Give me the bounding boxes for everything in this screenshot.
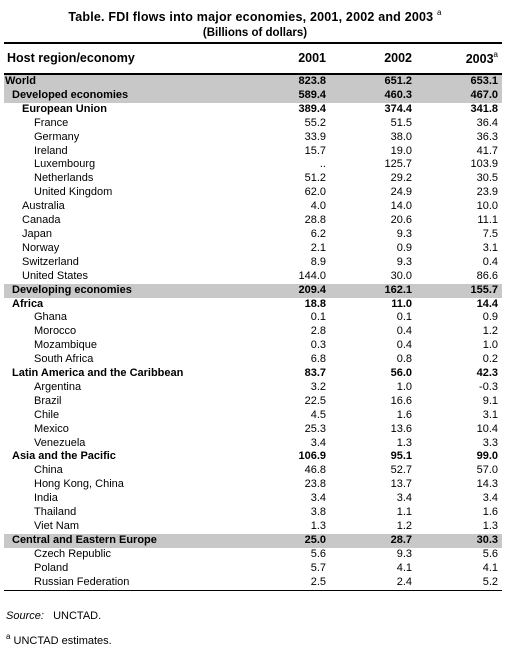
cell-region-name: Africa <box>12 297 44 310</box>
cell-2002: 95.1 <box>390 450 412 463</box>
cell-2002: 1.2 <box>396 520 412 532</box>
cell-2003: 41.7 <box>476 144 498 157</box>
cell-2001: 209.4 <box>244 284 330 298</box>
cell-2001: 8.9 <box>310 255 326 268</box>
cell-region-name: Canada <box>22 214 61 227</box>
cell-region-name: Czech Republic <box>34 547 112 560</box>
cell-region-name: Luxembourg <box>34 158 96 171</box>
cell-2003: 57.0 <box>476 464 498 477</box>
table-title-text: Table. FDI flows into major economies, 2001, 2002 and 2003 <box>68 10 434 24</box>
cell-2001: 3.4 <box>310 492 326 505</box>
cell-2001: 83.7 <box>304 367 326 380</box>
cell-2003: 155.7 <box>416 284 502 298</box>
table-row <box>4 437 502 451</box>
cell-region-name: Switzerland <box>22 255 79 268</box>
table-row <box>4 214 502 228</box>
cell-region-name: Brazil <box>34 394 62 407</box>
header-2003-footnote-marker: a <box>493 50 498 59</box>
cell-2002: 162.1 <box>330 284 416 298</box>
table-row <box>4 492 502 506</box>
table-row <box>4 534 502 548</box>
table-row <box>4 74 502 89</box>
cell-2003: 0.2 <box>482 353 498 366</box>
table-row <box>4 339 502 353</box>
cell-region-name: Central and Eastern Europe <box>4 534 244 548</box>
cell-2002: 28.7 <box>330 534 416 548</box>
cell-2003: 86.6 <box>476 269 498 282</box>
cell-2001: 3.8 <box>310 506 326 519</box>
cell-2002: 125.7 <box>384 158 412 171</box>
cell-2003: 341.8 <box>470 102 498 115</box>
cell-2003: 1.0 <box>482 339 498 352</box>
cell-2003: 36.3 <box>476 130 498 143</box>
table-row <box>4 242 502 256</box>
cell-2002: 13.6 <box>390 422 412 435</box>
source-text: UNCTAD. <box>53 610 102 622</box>
cell-2003: -0.3 <box>479 380 498 393</box>
cell-2003: 3.3 <box>482 436 498 449</box>
cell-2003: 5.2 <box>416 576 502 590</box>
table-row <box>4 200 502 214</box>
table-row <box>4 395 502 409</box>
cell-2003: 0.4 <box>482 255 498 268</box>
cell-2001: 3.2 <box>310 380 326 393</box>
cell-region-name: United States <box>22 269 89 282</box>
cell-2002: 30.0 <box>390 269 412 282</box>
table-row <box>4 131 502 145</box>
cell-2001: 25.3 <box>304 422 326 435</box>
cell-2001: 5.7 <box>310 561 326 574</box>
cell-2003: 9.1 <box>482 394 498 407</box>
source-line <box>6 610 101 623</box>
cell-region-name: Mozambique <box>34 339 97 352</box>
table-row <box>4 284 502 298</box>
cell-region-name: Viet Nam <box>34 520 80 532</box>
cell-2001: 23.8 <box>304 478 326 491</box>
table-row <box>4 423 502 437</box>
cell-2002: 0.8 <box>396 353 412 366</box>
header-2001: 2001 <box>298 51 326 65</box>
cell-2001: 0.3 <box>310 339 326 352</box>
cell-2002: 1.6 <box>396 408 412 421</box>
header-host-region: Host region/economy <box>7 51 135 65</box>
cell-2003: 10.4 <box>476 422 498 435</box>
cell-2001: 4.5 <box>310 408 326 421</box>
cell-2002: 460.3 <box>330 89 416 103</box>
cell-2002: 0.4 <box>396 339 412 352</box>
table-row <box>4 298 502 312</box>
table-row <box>4 89 502 103</box>
table-row <box>4 186 502 200</box>
cell-2001: 5.6 <box>310 547 326 560</box>
cell-2002: 11.0 <box>391 297 412 310</box>
cell-2003: 10.0 <box>476 200 498 213</box>
cell-region-name: Japan <box>22 227 52 240</box>
table-row <box>4 506 502 520</box>
cell-region-name: World <box>4 74 244 89</box>
cell-2001: 6.2 <box>310 227 326 240</box>
cell-2001: 51.2 <box>304 172 326 185</box>
cell-region-name: Morocco <box>34 325 77 338</box>
cell-2002: 14.0 <box>390 200 412 213</box>
cell-2002: 9.3 <box>396 255 412 268</box>
cell-region-name: South Africa <box>34 353 94 366</box>
cell-2002: 9.3 <box>396 547 412 560</box>
table-row <box>4 548 502 562</box>
cell-2003: 42.3 <box>476 367 498 380</box>
cell-2002: 0.1 <box>396 311 412 324</box>
cell-2002: 0.4 <box>396 325 412 338</box>
cell-region-name: Latin America and the Caribbean <box>12 367 184 380</box>
cell-2002: 2.4 <box>330 576 416 590</box>
cell-2002: 16.6 <box>390 394 412 407</box>
table-row <box>4 270 502 284</box>
table-row <box>4 367 502 381</box>
table-row <box>4 464 502 478</box>
cell-2003: 0.9 <box>482 311 498 324</box>
cell-2001: 18.8 <box>304 297 326 310</box>
cell-2003: 1.6 <box>482 506 498 519</box>
cell-2003: 3.4 <box>482 492 498 505</box>
cell-region-name: Ghana <box>34 311 68 324</box>
cell-2001: 0.1 <box>310 311 326 324</box>
table-row <box>4 520 502 534</box>
cell-2001: 15.7 <box>304 144 326 157</box>
cell-2001: 144.0 <box>298 269 326 282</box>
table-row <box>4 562 502 576</box>
table-subtitle: (Billions of dollars) <box>202 27 308 39</box>
cell-2003: 103.9 <box>470 158 498 171</box>
footnote <box>6 630 112 648</box>
cell-2002: 1.1 <box>396 506 412 519</box>
header-2002: 2002 <box>384 51 412 65</box>
cell-region-name: Norway <box>22 241 60 254</box>
table-row <box>4 576 502 590</box>
cell-2003: 14.3 <box>476 478 498 491</box>
cell-region-name: France <box>34 116 69 129</box>
cell-2001: 3.4 <box>310 436 326 449</box>
cell-2001: 46.8 <box>304 464 326 477</box>
cell-2002: 3.4 <box>396 492 412 505</box>
cell-2002: 651.2 <box>330 74 416 89</box>
cell-region-name: European Union <box>22 102 107 115</box>
footnote-text: UNCTAD estimates. <box>13 635 112 647</box>
cell-region-name: Russian Federation <box>4 576 244 590</box>
cell-2002: 38.0 <box>390 130 412 143</box>
cell-2003: 3.1 <box>482 408 498 421</box>
table-row <box>4 172 502 186</box>
cell-2001: 22.5 <box>304 394 326 407</box>
title-footnote-marker: a <box>437 8 442 17</box>
cell-2001: 6.8 <box>310 353 326 366</box>
cell-2003: 7.5 <box>482 227 498 240</box>
cell-2003: 99.0 <box>476 450 498 463</box>
cell-region-name: India <box>34 492 58 505</box>
table-body <box>4 74 502 590</box>
table-row <box>4 381 502 395</box>
cell-2001: 2.5 <box>244 576 330 590</box>
cell-2003: 1.3 <box>482 520 498 532</box>
cell-2001: 62.0 <box>304 186 326 199</box>
cell-2002: 9.3 <box>396 227 412 240</box>
table-row <box>4 409 502 423</box>
table-row <box>4 450 502 464</box>
table-row <box>4 228 502 242</box>
cell-region-name: Developed economies <box>4 89 244 103</box>
table-row <box>4 256 502 270</box>
fdi-table <box>4 43 502 591</box>
cell-2002: 51.5 <box>390 116 412 129</box>
table-row <box>4 145 502 159</box>
table-row <box>4 478 502 492</box>
cell-region-name: Mexico <box>34 422 69 435</box>
cell-region-name: Thailand <box>34 506 77 519</box>
cell-2003: 3.1 <box>482 241 498 254</box>
cell-2003: 653.1 <box>416 74 502 89</box>
header-2003-label: 2003 <box>465 52 494 66</box>
cell-2002: 20.6 <box>390 214 412 227</box>
cell-2003: 4.1 <box>482 561 498 574</box>
cell-region-name: Venezuela <box>34 436 86 449</box>
cell-region-name: Poland <box>34 561 69 574</box>
cell-region-name: Chile <box>34 408 60 421</box>
footnote-marker: a <box>6 632 11 641</box>
cell-2003: 23.9 <box>476 186 498 199</box>
cell-2001: 55.2 <box>304 116 326 129</box>
table-row <box>4 311 502 325</box>
cell-2003: 11.1 <box>477 214 498 227</box>
cell-region-name: Australia <box>22 200 65 213</box>
cell-2002: 19.0 <box>390 144 412 157</box>
cell-region-name: Asia and the Pacific <box>12 450 116 463</box>
table-row <box>4 158 502 172</box>
header-2003 <box>416 43 502 74</box>
cell-2002: 13.7 <box>390 478 412 491</box>
cell-2002: 1.3 <box>396 436 412 449</box>
cell-2003: 467.0 <box>416 89 502 103</box>
cell-2003: 5.6 <box>482 547 498 560</box>
cell-region-name: Germany <box>34 130 80 143</box>
cell-2001: 1.3 <box>310 520 326 532</box>
cell-2002: 1.0 <box>396 380 412 393</box>
table-title <box>0 5 510 25</box>
table-row <box>4 117 502 131</box>
cell-2003: 30.3 <box>416 534 502 548</box>
cell-2001: 28.8 <box>304 214 326 227</box>
cell-2001: .. <box>319 158 326 171</box>
cell-2002: 52.7 <box>390 464 412 477</box>
cell-2002: 24.9 <box>390 186 412 199</box>
cell-2001: 823.8 <box>244 74 330 89</box>
cell-2001: 2.1 <box>310 241 326 254</box>
cell-2001: 106.9 <box>298 450 326 463</box>
cell-2003: 1.2 <box>482 325 498 338</box>
table-row <box>4 353 502 367</box>
cell-2001: 25.0 <box>244 534 330 548</box>
cell-region-name: China <box>34 464 63 477</box>
cell-2002: 374.4 <box>384 102 412 115</box>
cell-2001: 33.9 <box>304 130 326 143</box>
cell-2002: 29.2 <box>390 172 412 185</box>
cell-region-name: Developing economies <box>4 284 244 298</box>
table-row <box>4 103 502 117</box>
cell-2003: 14.4 <box>476 297 498 310</box>
cell-2001: 589.4 <box>244 89 330 103</box>
cell-region-name: United Kingdom <box>34 186 113 199</box>
table-row <box>4 325 502 339</box>
cell-region-name: Netherlands <box>34 172 94 185</box>
cell-2003: 30.5 <box>476 172 498 185</box>
cell-2002: 56.0 <box>390 367 412 380</box>
source-label: Source: <box>6 610 44 622</box>
cell-region-name: Ireland <box>34 144 68 157</box>
cell-2001: 4.0 <box>310 200 326 213</box>
cell-2001: 389.4 <box>298 102 326 115</box>
cell-region-name: Hong Kong, China <box>34 478 124 491</box>
cell-region-name: Argentina <box>34 380 82 393</box>
cell-2003: 36.4 <box>476 116 498 129</box>
cell-2002: 4.1 <box>396 561 412 574</box>
cell-2001: 2.8 <box>310 325 326 338</box>
cell-2002: 0.9 <box>396 241 412 254</box>
header-row <box>4 43 502 74</box>
